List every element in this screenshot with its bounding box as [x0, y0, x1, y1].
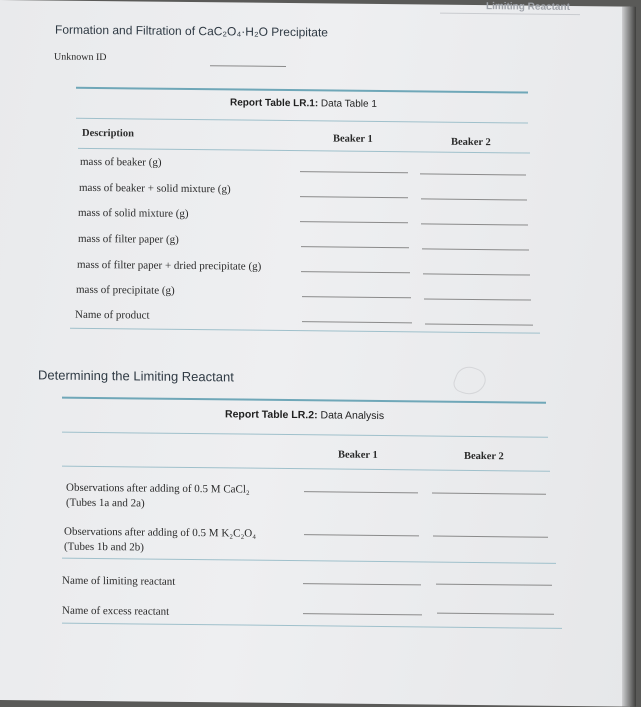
beaker2-answer-blank[interactable] — [433, 536, 548, 538]
beaker1-answer-blank[interactable] — [304, 534, 419, 536]
table1-row-label: mass of precipitate (g) — [76, 283, 175, 297]
beaker2-answer-blank[interactable] — [424, 298, 531, 300]
table2-row-label: Observations after adding of 0.5 M K₂C₂O₄ — [64, 525, 257, 540]
table1-title — [230, 97, 377, 110]
table2-bottom-rule — [62, 623, 562, 629]
table2-title — [225, 408, 384, 422]
table2-title-bold: Report Table LR.2: — [225, 408, 318, 422]
table2-row-sublabel: (Tubes 1b and 2b) — [64, 540, 144, 554]
beaker2-answer-blank[interactable] — [437, 613, 554, 615]
beaker2-answer-blank[interactable] — [423, 273, 530, 275]
table1-bottom-rule — [70, 328, 540, 334]
unknown-id-label: Unknown ID — [54, 51, 107, 64]
table2-col-beaker2: Beaker 2 — [464, 450, 504, 463]
beaker2-answer-blank[interactable] — [421, 223, 528, 225]
table1-title-bold: Report Table LR.1: — [230, 97, 319, 110]
beaker1-answer-blank[interactable] — [303, 583, 421, 585]
page-title: Formation and Filtration of CaC₂O₄·H₂O Precipitate — [55, 22, 328, 40]
page-edge-shadow — [622, 7, 636, 707]
table1-row-label: mass of beaker (g) — [80, 155, 162, 169]
table2-title-rule — [62, 432, 548, 438]
beaker2-answer-blank[interactable] — [432, 493, 546, 495]
table1-col-description: Description — [82, 127, 134, 140]
table1-title-rule — [76, 118, 528, 124]
table1-col-beaker1: Beaker 1 — [333, 133, 373, 145]
table1-top-rule — [76, 87, 528, 94]
beaker1-answer-blank[interactable] — [300, 171, 408, 173]
table1-row-label: mass of filter paper + dried precipitate (g) — [77, 258, 262, 273]
beaker2-answer-blank[interactable] — [425, 323, 533, 325]
table1-row-label: mass of filter paper (g) — [78, 232, 179, 246]
beaker1-answer-blank[interactable] — [302, 296, 411, 298]
table2-title-rest: Data Analysis — [317, 409, 385, 423]
table2-row-label: Name of excess reactant — [62, 604, 170, 618]
table2-row-rule — [62, 558, 556, 564]
beaker2-answer-blank[interactable] — [422, 248, 529, 250]
beaker1-answer-blank[interactable] — [301, 246, 409, 248]
top-rule — [440, 13, 580, 15]
table2-row-sublabel: (Tubes 1a and 2a) — [66, 496, 145, 510]
section-heading-limiting-reactant: Determining the Limiting Reactant — [38, 367, 234, 385]
table2-row-label: Name of limiting reactant — [62, 574, 176, 588]
beaker2-answer-blank[interactable] — [420, 173, 526, 175]
beaker2-answer-blank[interactable] — [421, 198, 527, 200]
beaker1-answer-blank[interactable] — [302, 321, 412, 323]
beaker1-answer-blank[interactable] — [301, 271, 410, 273]
beaker1-answer-blank[interactable] — [303, 613, 422, 615]
beaker1-answer-blank[interactable] — [300, 221, 408, 223]
table2-col-beaker1: Beaker 1 — [338, 449, 378, 461]
pencil-mark — [451, 363, 489, 400]
table2-header-rule — [62, 466, 550, 472]
table2-row-label: Observations after adding of 0.5 M CaCl₂ — [66, 481, 250, 496]
table1-row-label: mass of solid mixture (g) — [78, 206, 189, 220]
table1-row-label: Name of product — [75, 308, 150, 322]
table2-top-rule — [62, 397, 546, 404]
unknown-id-blank[interactable] — [210, 65, 286, 67]
table1-header-rule — [78, 148, 530, 154]
table1-col-beaker2: Beaker 2 — [451, 136, 491, 149]
beaker1-answer-blank[interactable] — [300, 196, 408, 198]
beaker1-answer-blank[interactable] — [304, 491, 418, 493]
table1-row-label: mass of beaker + solid mixture (g) — [79, 181, 231, 196]
top-header-tag: Limiting Reactant — [486, 1, 570, 13]
beaker2-answer-blank[interactable] — [436, 584, 552, 586]
table1-title-rest: Data Table 1 — [318, 98, 377, 110]
